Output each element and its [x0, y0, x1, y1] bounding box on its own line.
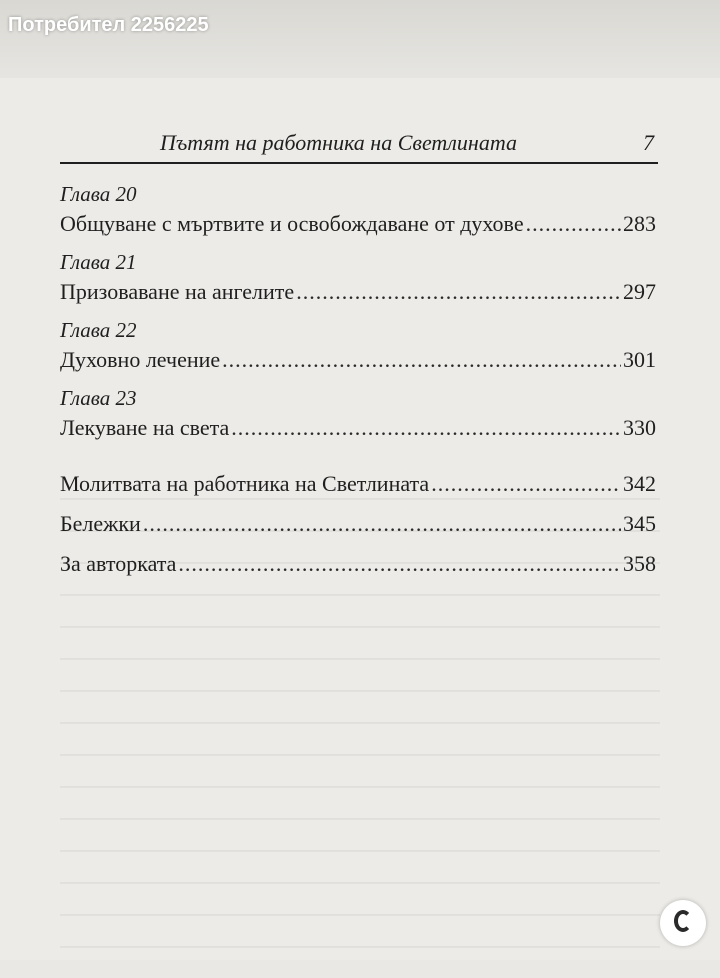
toc-entry-page: 330 [623, 415, 656, 440]
chapter-label: Глава 23 [60, 386, 137, 410]
toc-entry-title: Духовно лечение [60, 347, 221, 372]
user-watermark: Потребител 2256225 [8, 14, 209, 36]
header-rule [60, 162, 658, 164]
chapter-label: Глава 20 [60, 182, 137, 206]
running-head-title: Пътят на работника на Светлината [160, 130, 517, 155]
toc-entry [60, 412, 656, 444]
table-of-contents [60, 180, 656, 580]
top-background [0, 0, 720, 78]
toc-entry-title: За авторката [60, 551, 177, 576]
toc-entry-page: 342 [623, 471, 656, 496]
toc-entry [60, 344, 656, 376]
chapter-label: Глава 22 [60, 318, 137, 342]
dot-leader [222, 344, 621, 376]
toc-entry-page: 283 [623, 211, 656, 236]
toc-entry [60, 548, 656, 580]
toc-entry-title: Лекуване на света [60, 415, 230, 440]
toc-entry [60, 468, 656, 500]
toc-entry-page: 301 [623, 347, 656, 372]
toc-entry-title: Общуване с мъртвите и освобождаване от духове [60, 211, 524, 236]
dot-leader [526, 208, 621, 240]
running-head [60, 128, 658, 158]
chapter-label: Глава 21 [60, 250, 137, 274]
toc-entry-page: 297 [623, 279, 656, 304]
dot-leader [296, 276, 621, 308]
dot-leader [178, 548, 621, 580]
page-number: 7 [643, 130, 654, 155]
toc-entry [60, 276, 656, 308]
dot-leader [431, 468, 621, 500]
toc-entry-title: Бележки [60, 511, 141, 536]
site-logo-icon [660, 900, 706, 946]
dot-leader [143, 508, 621, 540]
toc-entry [60, 508, 656, 540]
dot-leader [231, 412, 621, 444]
toc-entry-title: Призоваване на ангелите [60, 279, 295, 304]
toc-entry-title: Молитвата на работника на Светлината [60, 471, 430, 496]
toc-entry-page: 345 [623, 511, 656, 536]
toc-entry [60, 208, 656, 240]
toc-entry-page: 358 [623, 551, 656, 576]
